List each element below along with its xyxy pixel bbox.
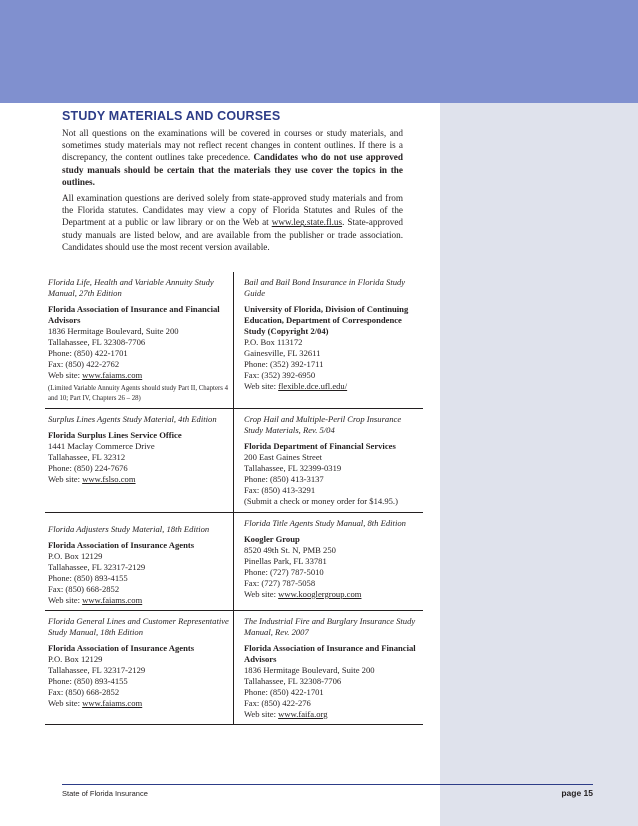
website-line xyxy=(244,381,419,392)
manual-entry xyxy=(234,409,423,512)
website-label: Web site: xyxy=(48,698,83,708)
phone-line: Phone: (352) 392-1711 xyxy=(244,359,324,369)
publisher-name: Florida Association of Insurance Agents xyxy=(48,643,195,653)
website-line xyxy=(48,595,229,606)
address-line: 1836 Hermitage Boulevard, Suite 200 xyxy=(244,665,375,675)
website-label: Web site: xyxy=(244,381,279,391)
manual-title: Florida Adjusters Study Material, 18th Edition xyxy=(48,524,210,534)
intro-text: Not all questions on the examinations will be covered in courses or study materials, and sometimes study materials may not reflect recent changes in content outlines. If there is a discrepancy, the content outlines take precedence. xyxy=(62,128,403,163)
right-sidebar-panel xyxy=(440,103,638,826)
manual-entry xyxy=(234,611,423,724)
publisher-name: Florida Association of Insurance and Financial Advisors xyxy=(48,304,220,325)
footer-publication-title: State of Florida Insurance xyxy=(62,789,148,798)
statutes-link[interactable]: www.leg.state.fl.us xyxy=(271,217,343,228)
address-line: P.O. Box 12129 xyxy=(48,654,103,664)
address-line: Tallahassee, FL 32312 xyxy=(48,452,126,462)
intro-paragraph-2 xyxy=(62,192,403,253)
website-link[interactable]: www.faifa.org xyxy=(278,709,328,719)
ordering-note: (Submit a check or money order for $14.95.) xyxy=(244,496,398,506)
website-line xyxy=(48,370,229,381)
fax-line: Fax: (352) 392-6950 xyxy=(244,370,316,380)
manual-title: Florida General Lines and Customer Representative Study Manual, 18th Edition xyxy=(48,616,229,637)
manual-entry xyxy=(45,513,234,610)
address-line: Tallahassee, FL 32317-2129 xyxy=(48,562,146,572)
intro-text: All examination questions are derived solely from state-approved study materials and from the Florida statutes. Candidates may view a copy of Florida Statutes and Rules of the Department at a public or law library or on the Web at xyxy=(62,193,403,228)
publisher-name: Florida Association of Insurance Agents xyxy=(48,540,195,550)
website-link[interactable]: www.kooglergroup.com xyxy=(278,589,362,599)
manual-title: The Industrial Fire and Burglary Insurance Study Manual, Rev. 2007 xyxy=(244,616,416,637)
website-link[interactable]: www.faiams.com xyxy=(82,370,143,380)
website-label: Web site: xyxy=(244,589,279,599)
address-line: 1836 Hermitage Boulevard, Suite 200 xyxy=(48,326,179,336)
table-row xyxy=(45,513,423,611)
website-line xyxy=(244,709,419,720)
phone-line: Phone: (850) 422-1701 xyxy=(48,348,128,358)
manual-entry xyxy=(45,272,234,408)
study-manuals-table xyxy=(45,272,423,725)
manual-title: Crop Hail and Multiple-Peril Crop Insurance Study Materials, Rev. 5/04 xyxy=(244,414,402,435)
phone-line: Phone: (850) 413-3137 xyxy=(244,474,324,484)
website-link[interactable]: www.fslso.com xyxy=(82,474,136,484)
phone-line: Phone: (850) 893-4155 xyxy=(48,676,128,686)
website-line xyxy=(244,589,419,600)
address-line: Tallahassee, FL 32317-2129 xyxy=(48,665,146,675)
phone-line: Phone: (850) 893-4155 xyxy=(48,573,128,583)
website-label: Web site: xyxy=(48,370,83,380)
address-line: Gainesville, FL 32611 xyxy=(244,348,321,358)
manual-entry xyxy=(45,611,234,724)
website-line xyxy=(48,698,229,709)
section-heading: STUDY MATERIALS AND COURSES xyxy=(62,109,281,123)
website-link[interactable]: www.faiams.com xyxy=(82,698,143,708)
phone-line: Phone: (850) 422-1701 xyxy=(244,687,324,697)
manual-title: Bail and Bail Bond Insurance in Florida Study Guide xyxy=(244,277,406,298)
website-link[interactable]: www.faiams.com xyxy=(82,595,143,605)
fax-line: Fax: (850) 422-276 xyxy=(244,698,311,708)
address-line: Pinellas Park, FL 33781 xyxy=(244,556,327,566)
publisher-name: Koogler Group xyxy=(244,534,300,544)
table-row xyxy=(45,611,423,725)
website-label: Web site: xyxy=(244,709,279,719)
phone-line: Phone: (850) 224-7676 xyxy=(48,463,128,473)
address-line: 8520 49th St. N, PMB 250 xyxy=(244,545,336,555)
address-line: Tallahassee, FL 32399-0319 xyxy=(244,463,342,473)
fax-line: Fax: (850) 668-2852 xyxy=(48,584,120,594)
website-link[interactable]: flexible.dce.ufl.edu/ xyxy=(278,381,348,391)
fax-line: Fax: (727) 787-5058 xyxy=(244,578,316,588)
phone-line: Phone: (727) 787-5010 xyxy=(244,567,324,577)
manual-entry xyxy=(45,409,234,512)
manual-title: Surplus Lines Agents Study Material, 4th Edition xyxy=(48,414,217,424)
manual-entry xyxy=(234,272,423,408)
address-line: Tallahassee, FL 32308-7706 xyxy=(48,337,146,347)
intro-text: . State-approved study manuals are listed below, and are available from the publisher or trade association. Candidates should use the most recent version available. xyxy=(62,217,403,252)
publisher-name: University of Florida, Division of Continuing Education, Department of Correspondence Study (Copyright 2/04) xyxy=(244,304,409,336)
address-line: P.O. Box 12129 xyxy=(48,551,103,561)
intro-paragraph-1 xyxy=(62,127,403,188)
manual-title: Florida Life, Health and Variable Annuity Study Manual, 27th Edition xyxy=(48,277,214,298)
fax-line: Fax: (850) 668-2852 xyxy=(48,687,120,697)
header-band xyxy=(0,0,638,103)
website-label: Web site: xyxy=(48,595,83,605)
publisher-name: Florida Department of Financial Services xyxy=(244,441,396,451)
table-row xyxy=(45,272,423,409)
manual-entry xyxy=(234,513,423,610)
fax-line: Fax: (850) 413-3291 xyxy=(244,485,316,495)
address-line: 200 East Gaines Street xyxy=(244,452,323,462)
page-footer xyxy=(62,784,593,798)
intro-bold-text: Candidates who do not use approved study manuals should be certain that the materials they use cover the topics in the outlines. xyxy=(62,152,403,187)
website-line xyxy=(48,474,229,485)
table-row xyxy=(45,409,423,513)
publisher-name: Florida Surplus Lines Service Office xyxy=(48,430,182,440)
address-line: P.O. Box 113172 xyxy=(244,337,303,347)
address-line: 1441 Maclay Commerce Drive xyxy=(48,441,155,451)
manual-title: Florida Title Agents Study Manual, 8th Edition xyxy=(244,518,406,528)
publisher-name: Florida Association of Insurance and Financial Advisors xyxy=(244,643,416,664)
website-label: Web site: xyxy=(48,474,83,484)
fax-line: Fax: (850) 422-2762 xyxy=(48,359,120,369)
page-number: page 15 xyxy=(561,788,593,798)
manual-note: (Limited Variable Annuity Agents should study Part II, Chapters 4 and 10; Part IV, Chapters 26 – 28) xyxy=(48,385,228,402)
address-line: Tallahassee, FL 32308-7706 xyxy=(244,676,342,686)
